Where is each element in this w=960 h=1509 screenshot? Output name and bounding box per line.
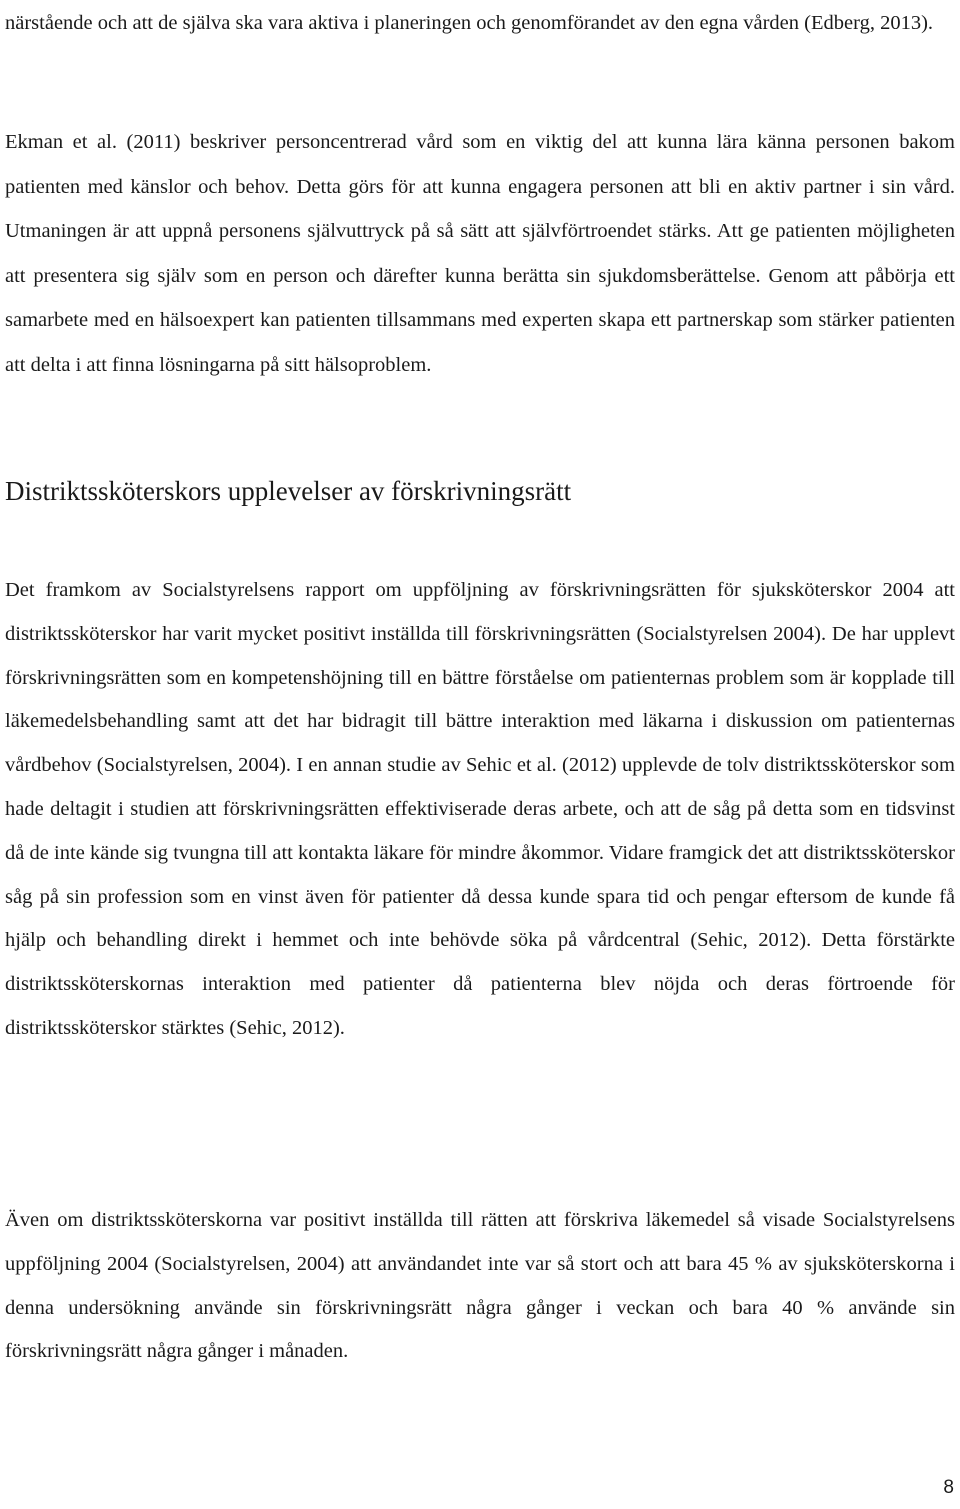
page-number: 8	[943, 1477, 954, 1498]
paragraph-person-centered-care: Ekman et al. (2011) beskriver personcentrerad vård som en viktig del att kunna lära känna personen bakom patienten med känslor och behov. Detta görs för att kunna engagera personen att bli en aktiv partner i sin vård. Utmaningen är att uppnå personens självuttryck på så sätt att självförtroendet stärks. Att ge patienten möjligheten att presentera sig själv som en person och därefter kunna berätta sin sjukdomsberättelse. Genom att påbörja ett samarbete med en hälsoexpert kan patienten tillsammans med experten skapa ett partnerskap som stärker patienten att delta i att finna lösningarna på sitt hälsoproblem.	[5, 131, 955, 376]
paragraph-prescribing-experiences: Det framkom av Socialstyrelsens rapport om uppföljning av förskrivningsrätten för sjuksköterskor 2004 att distriktssköterskor har varit mycket positivt inställda till förskrivningsrätten (Socialstyrelsen 2004). De har upplevt förskrivningsrätten som en kompetenshöjning till en bättre förståelse om patienternas problem som är kopplade till läkemedelsbehandling samt att det har bidragit till bättre interaktion med läkarna i diskussion om patienternas vårdbehov (Socialstyrelsen, 2004). I en annan studie av Sehic et al. (2012) upplevde de tolv distriktssköterskor som hade deltagit i studien att förskrivningsrätten effektiviserade deras arbete, och att de såg på detta som en tidsvinst då de inte kände sig tvungna till att kontakta läkare för mindre åkommor. Vidare framgick det att distriktssköterskor såg på sin profession som en vinst även för patienter då dessa kunde spara tid och pengar eftersom de kunde få hjälp och behandling direkt i hemmet och inte behövde söka på vårdcentral (Sehic, 2012). Detta förstärkte distriktssköterskornas interaktion med patienter då patienterna blev nöjda och deras förtroende för distriktssköterskor stärktes (Sehic, 2012).	[5, 579, 955, 1039]
section-heading: Distriktssköterskors upplevelser av förskrivningsrätt	[5, 476, 572, 506]
paragraph-continuation: närstående och att de själva ska vara aktiva i planeringen och genomförandet av den egna vården (Edberg, 2013).	[5, 12, 934, 34]
paragraph-prescribing-usage: Även om distriktssköterskorna var positivt inställda till rätten att förskriva läkemedel så visade Socialstyrelsens uppföljning 2004 (Socialstyrelsen, 2004) att användandet inte var så stort och att bara 45 % av sjuksköterskorna i denna undersökning använde sin förskrivningsrätt några gånger i veckan och bara 40 % använde sin förskrivningsrätt några gånger i månaden.	[5, 1209, 955, 1363]
